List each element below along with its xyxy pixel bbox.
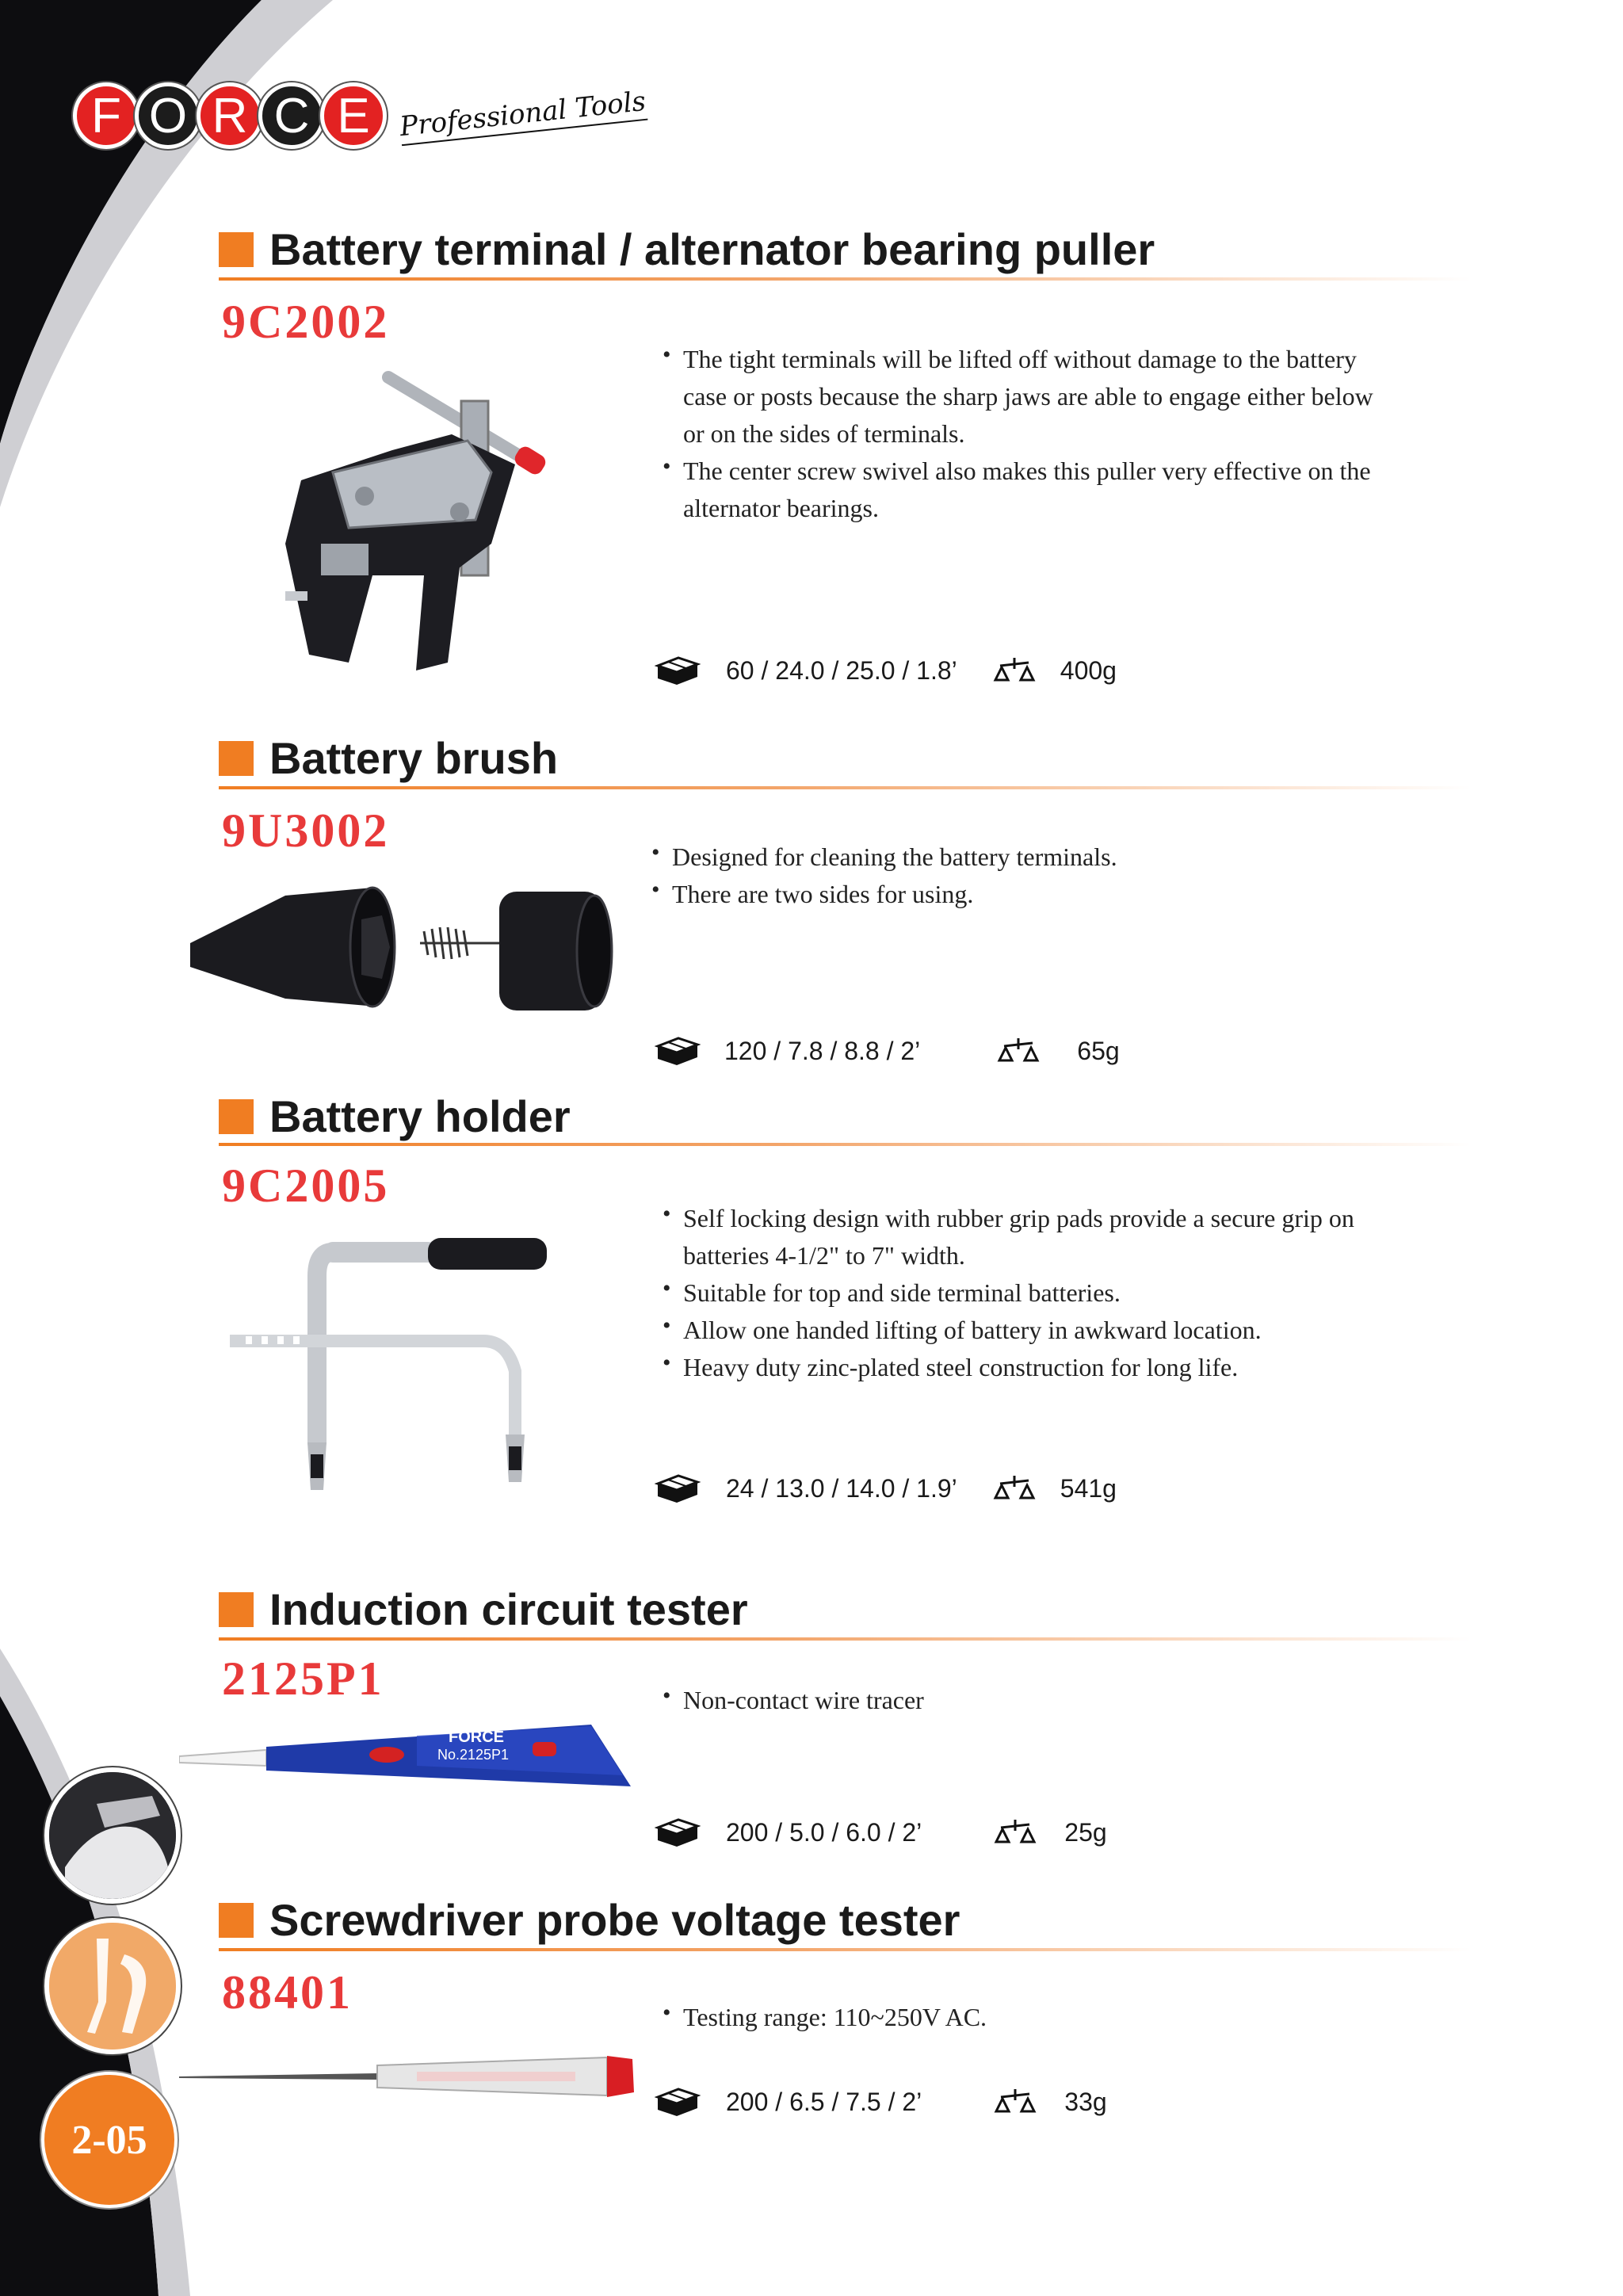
feature-bullet: • Self locking design with rubber grip pads provide a secure grip on batteries 4-1/2" to 7" width. [663, 1200, 1376, 1274]
feature-bullet: • The center screw swivel also makes this puller very effective on the alternator bearings. [663, 453, 1392, 527]
weight-info: 400g [1060, 655, 1117, 685]
feature-bullet: • Allow one handed lifting of battery in awkward location. [663, 1312, 1376, 1349]
product-code: 2125P1 [222, 1652, 384, 1705]
product-specs [655, 655, 1117, 686]
feature-bullet: • Testing range: 110~250V AC. [663, 1999, 1376, 2036]
package-box-icon [655, 655, 701, 686]
feature-bullet: • Non-contact wire tracer [663, 1682, 1376, 1719]
title-marker-icon [219, 741, 254, 776]
weight-scale-icon [996, 1035, 1041, 1067]
package-box-icon [655, 1035, 701, 1067]
tester-print: FORCE [449, 1729, 504, 1746]
section-rule [219, 786, 1471, 789]
weight-scale-icon [993, 2086, 1037, 2118]
product-features [651, 839, 1365, 913]
weight-scale-icon [992, 1473, 1037, 1504]
package-box-icon [655, 1817, 701, 1848]
product-title [219, 732, 558, 784]
battery-brush-icon [182, 880, 626, 1022]
logo-letters [73, 82, 382, 149]
circuit-tester-icon [179, 1720, 631, 1799]
sidebar-tools-icon [44, 1918, 181, 2054]
product-title-text: Screwdriver probe voltage tester [269, 1895, 960, 1945]
logo-letter: F [73, 82, 139, 149]
product-specs [655, 2086, 1107, 2118]
weight-info: 65g [1077, 1036, 1120, 1065]
logo-letter: C [258, 82, 325, 149]
product-specs [655, 1817, 1107, 1848]
logo-letter: O [135, 82, 201, 149]
feature-bullet: • The tight terminals will be lifted off without damage to the battery case or posts because the sharp jaws are able to engage either below or on the sides of terminals. [663, 341, 1392, 453]
package-info: 24 / 13.0 / 14.0 / 1.9’ [726, 1473, 957, 1503]
logo-tagline: Professional Tools [399, 86, 648, 146]
title-marker-icon [219, 1903, 254, 1938]
product-title-text: Induction circuit tester [269, 1584, 748, 1634]
tester-print: No.2125P1 [437, 1747, 510, 1763]
weight-info: 33g [1064, 2087, 1107, 2116]
logo-letter: E [320, 82, 387, 149]
weight-info: 541g [1060, 1473, 1117, 1503]
force-logo [73, 82, 647, 149]
product-title [219, 1894, 960, 1946]
package-box-icon [655, 2086, 701, 2118]
feature-bullet: • Suitable for top and side terminal batteries. [663, 1274, 1376, 1312]
product-features [663, 1200, 1376, 1386]
logo-letter: R [197, 82, 263, 149]
weight-scale-icon [993, 1817, 1037, 1848]
title-marker-icon [219, 1592, 254, 1627]
package-info: 120 / 7.8 / 8.8 / 2’ [724, 1036, 921, 1065]
product-title [219, 1584, 748, 1635]
product-code: 9U3002 [222, 804, 390, 857]
package-info: 200 / 6.5 / 7.5 / 2’ [726, 2087, 922, 2116]
section-rule [219, 277, 1471, 281]
page-number: 2-05 [41, 2072, 178, 2208]
title-marker-icon [219, 1099, 254, 1134]
product-title-text: Battery terminal / alternator bearing puller [269, 224, 1155, 274]
product-title-text: Battery holder [269, 1091, 571, 1141]
product-title [219, 1091, 571, 1142]
product-specs [655, 1035, 1120, 1067]
product-features [663, 1999, 1376, 2036]
package-box-icon [655, 1473, 701, 1504]
product-features [663, 1682, 1376, 1719]
package-info: 200 / 5.0 / 6.0 / 2’ [726, 1817, 922, 1847]
weight-info: 25g [1064, 1817, 1107, 1847]
sidebar-photo-hand-icon [44, 1767, 181, 1904]
product-features [663, 341, 1392, 527]
battery-holder-icon [222, 1228, 579, 1498]
product-code: 9C2002 [222, 296, 390, 348]
weight-scale-icon [992, 655, 1037, 686]
voltage-tester-icon [179, 2048, 639, 2103]
package-info: 60 / 24.0 / 25.0 / 1.8’ [726, 655, 957, 685]
feature-bullet: • Designed for cleaning the battery terminals. [651, 839, 1365, 876]
section-rule [219, 1637, 1471, 1641]
section-rule [219, 1143, 1471, 1146]
section-rule [219, 1948, 1471, 1951]
product-title [219, 223, 1155, 275]
title-marker-icon [219, 232, 254, 267]
battery-puller-icon [254, 361, 586, 686]
product-code: 88401 [222, 1966, 353, 2019]
product-title-text: Battery brush [269, 733, 559, 783]
product-code: 9C2005 [222, 1159, 390, 1212]
feature-bullet: • There are two sides for using. [651, 876, 1365, 913]
product-specs [655, 1473, 1117, 1504]
feature-bullet: • Heavy duty zinc-plated steel construction for long life. [663, 1349, 1376, 1386]
